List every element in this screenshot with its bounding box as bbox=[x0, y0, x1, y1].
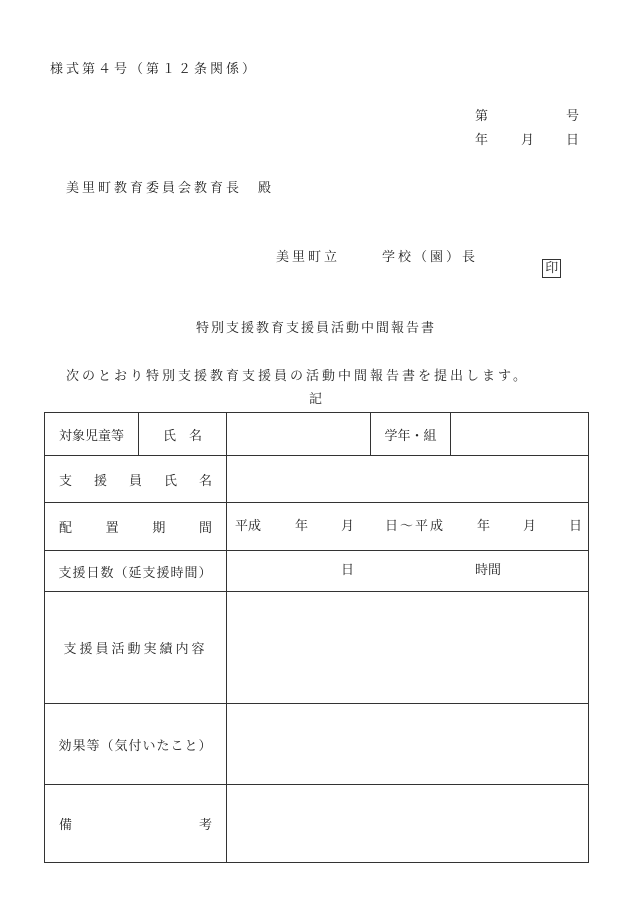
grade-class-field[interactable] bbox=[451, 413, 589, 456]
row-supporter-name bbox=[45, 456, 589, 503]
day2-label: 日 bbox=[569, 519, 583, 534]
report-table bbox=[44, 412, 589, 863]
row-support-days bbox=[45, 551, 589, 592]
supporter-name-label-chars bbox=[45, 470, 226, 489]
placement-period-label-chars bbox=[45, 517, 226, 536]
remarks-label-chars bbox=[45, 814, 226, 833]
row-activity-record bbox=[45, 592, 589, 704]
date-month-label: 月 bbox=[521, 133, 535, 148]
sender-school: 学校（園）長 bbox=[382, 250, 479, 265]
row-remarks bbox=[45, 785, 589, 863]
document-title: 特別支援教育支援員活動中間報告書 bbox=[196, 321, 437, 336]
name-label: 氏 名 bbox=[139, 413, 227, 456]
label-char: 備 bbox=[59, 818, 73, 833]
month2-label: 月 bbox=[523, 519, 537, 534]
era-start: 平成 bbox=[235, 519, 262, 534]
addressee: 美里町教育委員会教育長 殿 bbox=[66, 181, 275, 196]
label-char: 間 bbox=[198, 521, 212, 536]
grade-class-label: 学年・組 bbox=[371, 413, 451, 456]
activity-record-label: 支援員活動実績内容 bbox=[45, 592, 227, 704]
label-char: 名 bbox=[198, 473, 212, 489]
target-child-label: 対象児童等 bbox=[45, 413, 139, 456]
year1-label: 年 bbox=[295, 519, 309, 534]
supporter-name-field[interactable] bbox=[227, 456, 589, 503]
child-name-field[interactable] bbox=[227, 413, 371, 456]
effects-label: 効果等（気付いたこと） bbox=[45, 704, 227, 785]
row-effects bbox=[45, 704, 589, 785]
label-char: 置 bbox=[105, 521, 119, 536]
days-unit: 日 bbox=[341, 563, 355, 578]
row-placement-period bbox=[45, 503, 589, 551]
number-label-dai: 第 bbox=[475, 109, 489, 124]
date-day-label: 日 bbox=[566, 133, 580, 148]
effects-field[interactable] bbox=[227, 704, 589, 785]
support-days-label: 支援日数（延支援時間） bbox=[45, 551, 227, 592]
activity-record-field[interactable] bbox=[227, 592, 589, 704]
ki-label: 記 bbox=[309, 392, 323, 407]
label-char: 支 bbox=[59, 473, 73, 489]
number-label-go: 号 bbox=[566, 109, 580, 124]
support-days-field[interactable] bbox=[227, 551, 589, 592]
remarks-label bbox=[45, 785, 227, 863]
placement-period-label bbox=[45, 503, 227, 551]
label-char: 援 bbox=[93, 473, 107, 489]
label-char: 考 bbox=[198, 818, 212, 833]
label-char: 氏 bbox=[163, 473, 177, 489]
form-number: 様式第４号（第１２条関係） bbox=[50, 62, 259, 77]
day-tilde-era: 日～平成 bbox=[385, 519, 446, 534]
label-char: 配 bbox=[59, 521, 73, 536]
intro-text: 次のとおり特別支援教育支援員の活動中間報告書を提出します。 bbox=[66, 369, 529, 384]
hours-unit: 時間 bbox=[475, 563, 502, 578]
placement-period-field[interactable] bbox=[227, 503, 589, 551]
remarks-field[interactable] bbox=[227, 785, 589, 863]
row-target-child bbox=[45, 413, 589, 456]
supporter-name-label bbox=[45, 456, 227, 503]
seal-stamp bbox=[534, 249, 561, 275]
label-char: 員 bbox=[128, 473, 142, 489]
seal-stamp-label: 印 bbox=[542, 259, 561, 278]
label-char: 期 bbox=[152, 521, 166, 536]
month1-label: 月 bbox=[341, 519, 355, 534]
date-year-label: 年 bbox=[475, 133, 489, 148]
sender-prefix: 美里町立 bbox=[276, 250, 341, 265]
year2-label: 年 bbox=[477, 519, 491, 534]
